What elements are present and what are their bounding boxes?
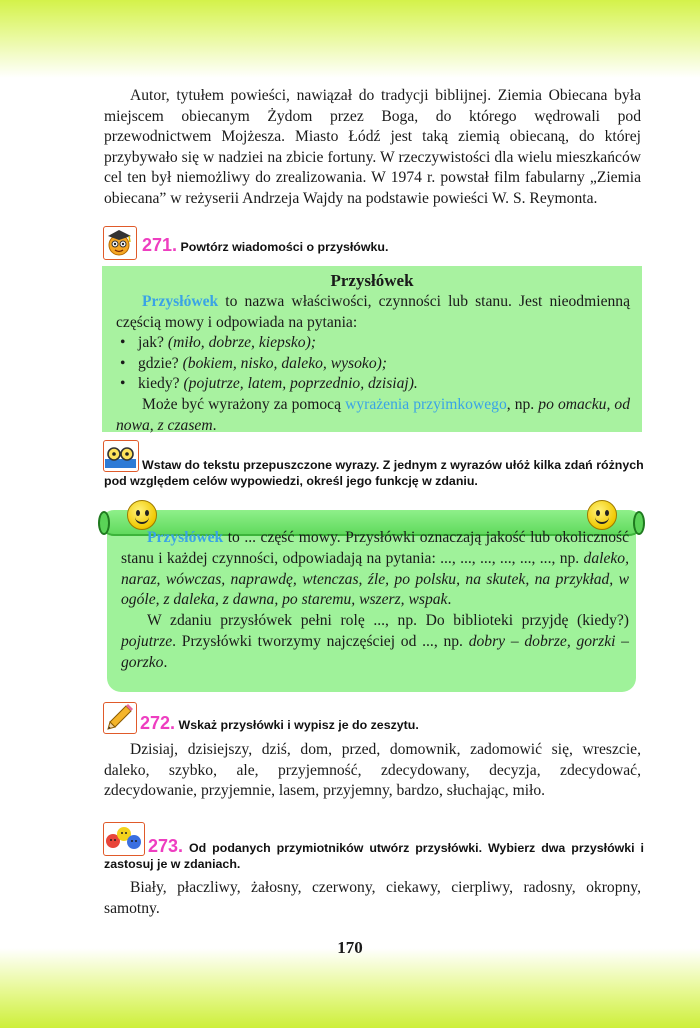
smiley-icon	[587, 500, 617, 530]
exercise-271-instruction: Powtórz wiadomości o przysłówku.	[180, 240, 389, 254]
rule-term: Przysłówek	[142, 293, 219, 310]
scroll-box	[101, 502, 642, 692]
rule-box	[102, 266, 642, 432]
top-gradient-band	[0, 0, 700, 78]
exercise-273-instruction: Od podanych przymiotników utwórz przysłówki. Wybierz dwa przysłówki i zastosuj je w zdaniach.	[104, 841, 645, 871]
exercise-271-heading	[142, 237, 642, 255]
p2-example-2: dobry – dobrze, gorzki – gorzko	[121, 632, 629, 671]
list-item	[116, 333, 630, 354]
exercise-273-text: Biały, płaczliwy, żałosny, czerwony, ciekawy, cierpliwy, radosny, okropny, samotny.	[104, 879, 641, 917]
p2-text-b: . Przysłówki tworzymy najczęściej od ..., np.	[172, 632, 469, 650]
scroll-curl-left	[98, 511, 110, 535]
phrase-before: Może być wyrażony za pomocą	[142, 395, 346, 413]
scroll-paragraph-2	[121, 611, 629, 673]
pencil-icon	[103, 702, 137, 734]
fill-exercise-instruction: Wstaw do tekstu przepuszczone wyrazy. Z jednym z wyrazów ułóż kilka zdań różnych pod względem celów wypowiedzi, określ jego funkcję w zdaniu.	[104, 458, 644, 488]
page-number: 170	[337, 938, 363, 957]
exercise-272-instruction: Wskaż przysłówki i wypisz je do zeszytu.	[178, 718, 419, 732]
rule-definition	[116, 292, 630, 333]
intro-paragraph	[104, 86, 641, 210]
scroll-text	[121, 528, 629, 674]
exercise-272-heading	[140, 715, 640, 733]
p2-end: .	[163, 653, 168, 671]
scroll-paragraph-1	[121, 528, 629, 611]
p1-text: to ... część mowy. Przysłówki oznaczają jakość lub okoliczność stanu i każdej czynności, odpowiadają na pytania: ..., ..., ..., ..., ..., ..., np.	[121, 529, 629, 567]
bullet: •	[120, 334, 126, 352]
question-list	[116, 333, 630, 395]
exercise-273-heading	[104, 838, 644, 872]
p2-text-a: W zdaniu przysłówek pełni rolę ..., np. Do biblioteki przyjdę (kiedy?)	[147, 612, 629, 630]
list-item	[116, 374, 630, 395]
list-item	[116, 354, 630, 375]
exercise-272-text: Dzisiaj, dzisiejszy, dziś, dom, przed, domownik, zadomowić się, wreszcie, daleko, szybko, ale, przyjemność, zdecydowany, decyzja, zdecydować, zdecydowanie, przyjemnie, lasem, przyjemny, bardzo, słuchając, miło.	[104, 741, 641, 800]
scroll-term: Przysłówek	[147, 529, 224, 546]
exercise-273-paragraph	[104, 878, 641, 919]
p2-example-1: pojutrze	[121, 632, 173, 650]
examples: (miło, dobrze, kiepsko);	[167, 334, 316, 352]
examples: (bokiem, nisko, daleko, wysoko);	[182, 354, 387, 372]
examples: (pojutrze, latem, poprzednio, dzisiaj).	[183, 375, 418, 393]
exercise-272-paragraph	[104, 740, 641, 802]
question: kiedy?	[138, 375, 180, 393]
exercise-272-number: 272.	[140, 713, 176, 733]
rule-box-body	[116, 292, 630, 436]
rule-definition-text: to nazwa właściwości, czynności lub stanu. Jest nieodmienną częścią mowy i odpowiada na pytania:	[116, 293, 630, 331]
p1-end: .	[447, 591, 452, 609]
phrase-end: .	[212, 416, 217, 434]
phrase-term: wyrażenia przyimkowego	[345, 395, 507, 413]
phrase-after: , np.	[506, 395, 539, 413]
smiley-icon	[127, 500, 157, 530]
phrase-examples: po omacku, od nowa, z czasem	[116, 395, 630, 434]
question: jak?	[138, 334, 164, 352]
scroll-curl-right	[633, 511, 645, 535]
rule-phrase	[116, 395, 630, 436]
p1-examples: daleko, naraz, wówczas, naprawdę, wtenczas, źle, po polsku, na skutek, na przykład, w ogóle, z daleka, z dawna, po staremu, wszerz, wspak	[121, 549, 629, 609]
bottom-gradient-band	[0, 948, 700, 1028]
intro-text: Autor, tytułem powieści, nawiązał do tradycji biblijnej. Ziemia Obiecana była miejscem obiecanym Żydom przez Boga, do którego wędrowali pod przewodnictwem Mojżesza. Miasto Łódź jest taką ziemią obiecaną, do której przybywało się w nadziei na zbicie fortuny. W rzeczywistości dla wielu mieszkańców cel ten był niemożliwy do zrealizowania. W 1974 r. powstał film fabularny „Ziemia obiecana” w reżyserii Andrzeja Wajdy na podstawie powieści W. S. Reymonta.	[104, 87, 641, 207]
rule-box-title: Przysłówek	[330, 271, 414, 290]
exercise-273-number: 273.	[148, 836, 184, 856]
question: gdzie?	[138, 354, 179, 372]
exercise-271-number: 271.	[142, 235, 178, 255]
student-mascot-icon	[103, 226, 137, 260]
bullet: •	[120, 354, 126, 372]
bullet: •	[120, 375, 126, 393]
